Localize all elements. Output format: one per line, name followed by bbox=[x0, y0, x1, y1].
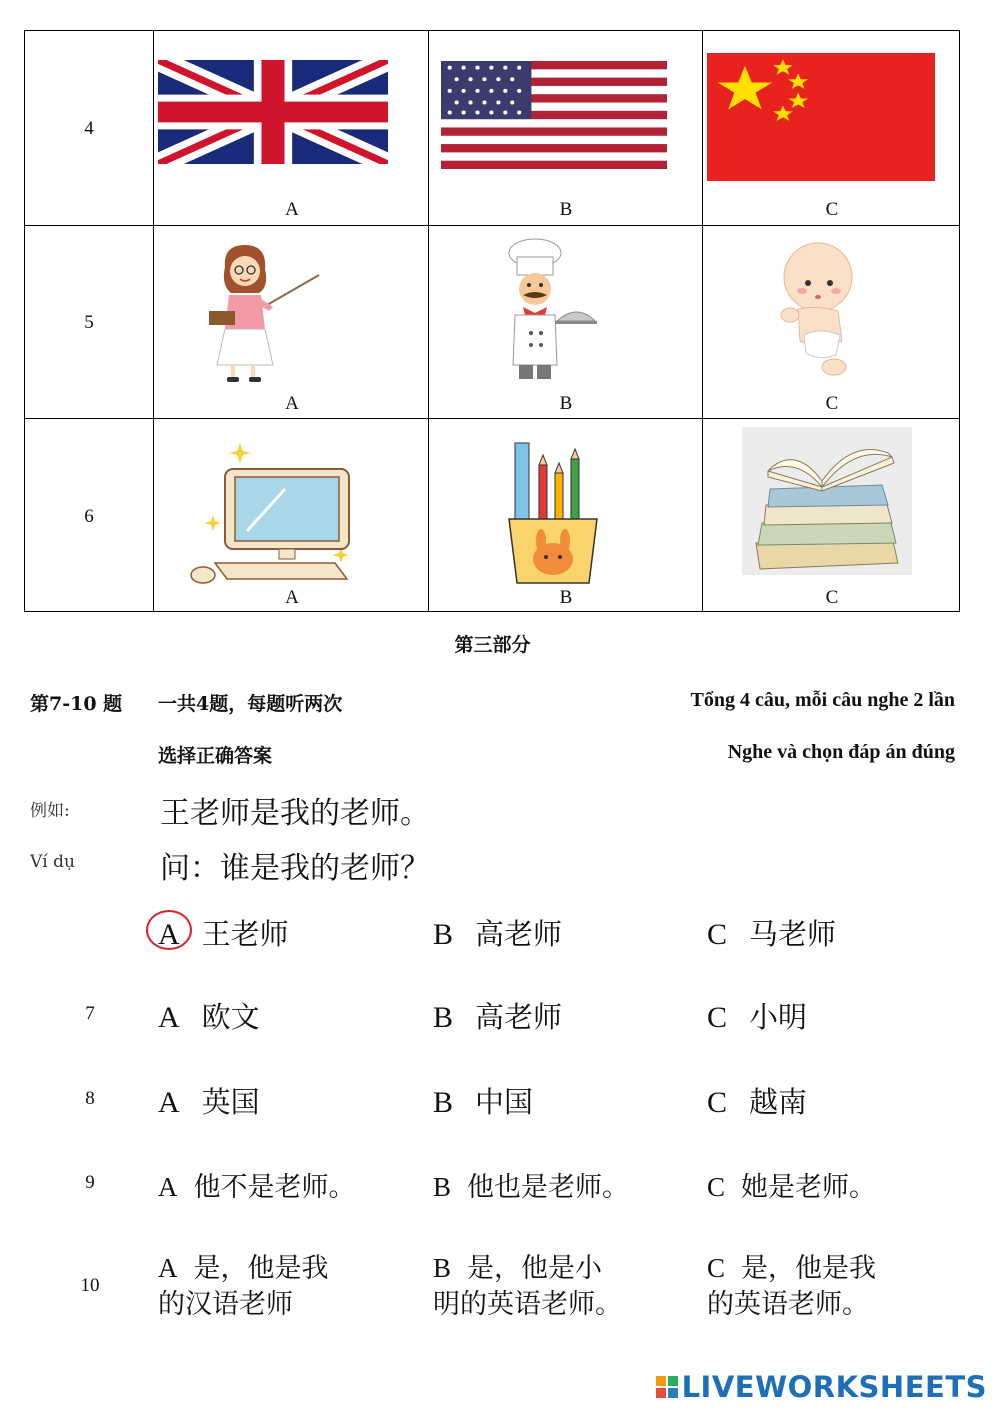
books-icon bbox=[742, 427, 912, 575]
example-label-cn: 例如: bbox=[30, 801, 70, 821]
q7-option-c[interactable] bbox=[707, 995, 807, 1036]
table-divider bbox=[25, 225, 959, 226]
option-text: 她是老师。 bbox=[741, 1172, 877, 1203]
q8-option-b[interactable] bbox=[433, 1080, 533, 1121]
picture-choice-table bbox=[24, 30, 960, 612]
option-text: 马老师 bbox=[749, 917, 837, 951]
option-letter: A bbox=[158, 1172, 178, 1202]
q10-option-a[interactable] bbox=[158, 1250, 329, 1323]
china-flag-icon bbox=[707, 53, 935, 181]
option-letter: B bbox=[559, 393, 573, 414]
section-heading: 第三部分 bbox=[454, 634, 531, 656]
option-letter: B bbox=[433, 1172, 452, 1202]
option-text-line2: 的汉语老师 bbox=[158, 1289, 293, 1320]
option-letter: C bbox=[707, 1086, 728, 1119]
q8-option-c[interactable] bbox=[707, 1080, 807, 1121]
option-letter: C bbox=[825, 393, 839, 414]
question-number: 7 bbox=[85, 1003, 95, 1024]
option-letter: B bbox=[559, 587, 573, 608]
option-letter: A bbox=[158, 1253, 178, 1283]
option-letter: B bbox=[433, 1086, 454, 1119]
chef-icon bbox=[495, 237, 605, 387]
logo-text: LIVEWORKSHEETS bbox=[681, 1370, 987, 1404]
option-letter: C bbox=[825, 199, 839, 220]
example-label-vi: Ví dụ bbox=[30, 852, 75, 872]
option-letter: B bbox=[433, 1001, 454, 1034]
option-letter: B bbox=[559, 199, 573, 220]
uk-flag-icon bbox=[158, 60, 388, 164]
option-text: 他也是老师。 bbox=[467, 1172, 630, 1203]
option-letter: C bbox=[825, 587, 839, 608]
example-option-a[interactable] bbox=[158, 912, 289, 953]
example-question: 问：谁是我的老师？ bbox=[160, 851, 430, 886]
option-letter: A bbox=[158, 1001, 180, 1034]
option-letter: C bbox=[707, 1253, 726, 1283]
option-text-line2: 明的英语老师。 bbox=[433, 1289, 622, 1320]
row-number: 5 bbox=[84, 312, 94, 333]
instruction-cn-2: 选择正确答案 bbox=[158, 745, 273, 767]
option-letter: A bbox=[158, 918, 180, 951]
q9-option-a[interactable] bbox=[158, 1165, 356, 1204]
example-option-b[interactable] bbox=[433, 912, 562, 953]
option-text: 英国 bbox=[201, 1085, 260, 1119]
question-number: 9 bbox=[85, 1172, 95, 1193]
row-number: 6 bbox=[84, 506, 94, 527]
example-sentence: 王老师是我的老师。 bbox=[160, 796, 430, 831]
q8-option-a[interactable] bbox=[158, 1080, 260, 1121]
logo-mark-icon bbox=[656, 1374, 678, 1400]
q10-option-b[interactable] bbox=[433, 1250, 622, 1323]
option-text: 越南 bbox=[749, 1085, 808, 1119]
option-letter: C bbox=[707, 918, 728, 951]
baby-icon bbox=[760, 231, 870, 381]
option-text-line1: 是，他是我 bbox=[193, 1253, 329, 1284]
pencil-cup-icon bbox=[503, 435, 603, 585]
computer-icon bbox=[185, 435, 355, 585]
option-letter: A bbox=[285, 393, 299, 414]
option-text: 他不是老师。 bbox=[193, 1172, 356, 1203]
liveworksheets-logo bbox=[656, 1370, 987, 1404]
option-letter: B bbox=[433, 1253, 452, 1283]
option-text: 高老师 bbox=[475, 1000, 563, 1034]
question-number: 10 bbox=[80, 1275, 100, 1296]
option-letter: C bbox=[707, 1001, 728, 1034]
option-letter: A bbox=[158, 1086, 180, 1119]
row-number: 4 bbox=[84, 118, 94, 139]
instruction-cn-1: 一共4题，每题听两次 bbox=[158, 693, 343, 715]
teacher-icon bbox=[195, 237, 325, 387]
option-letter: B bbox=[433, 918, 454, 951]
table-divider bbox=[428, 31, 429, 611]
option-text-line2: 的英语老师。 bbox=[707, 1289, 869, 1320]
option-text-line1: 是，他是我 bbox=[741, 1253, 877, 1284]
instruction-vi-1: Tổng 4 câu, mỗi câu nghe 2 lần bbox=[690, 689, 955, 711]
question-range: 第7-10 题 bbox=[30, 693, 123, 715]
q9-option-c[interactable] bbox=[707, 1165, 876, 1204]
option-letter: A bbox=[285, 199, 299, 220]
us-flag-icon bbox=[441, 61, 667, 169]
table-divider bbox=[153, 31, 154, 611]
option-letter: A bbox=[285, 587, 299, 608]
option-text: 欧文 bbox=[201, 1000, 260, 1034]
option-text: 中国 bbox=[475, 1085, 534, 1119]
instruction-vi-2: Nghe và chọn đáp án đúng bbox=[727, 741, 955, 763]
q7-option-b[interactable] bbox=[433, 995, 562, 1036]
option-text: 王老师 bbox=[201, 917, 289, 951]
example-option-c[interactable] bbox=[707, 912, 836, 953]
q9-option-b[interactable] bbox=[433, 1165, 629, 1204]
table-divider bbox=[702, 31, 703, 611]
q10-option-c[interactable] bbox=[707, 1250, 876, 1323]
question-number: 8 bbox=[85, 1088, 95, 1109]
option-text: 高老师 bbox=[475, 917, 563, 951]
option-text: 小明 bbox=[749, 1000, 808, 1034]
option-text-line1: 是，他是小 bbox=[467, 1253, 603, 1284]
option-letter: C bbox=[707, 1172, 726, 1202]
q7-option-a[interactable] bbox=[158, 995, 260, 1036]
table-divider bbox=[25, 418, 959, 419]
